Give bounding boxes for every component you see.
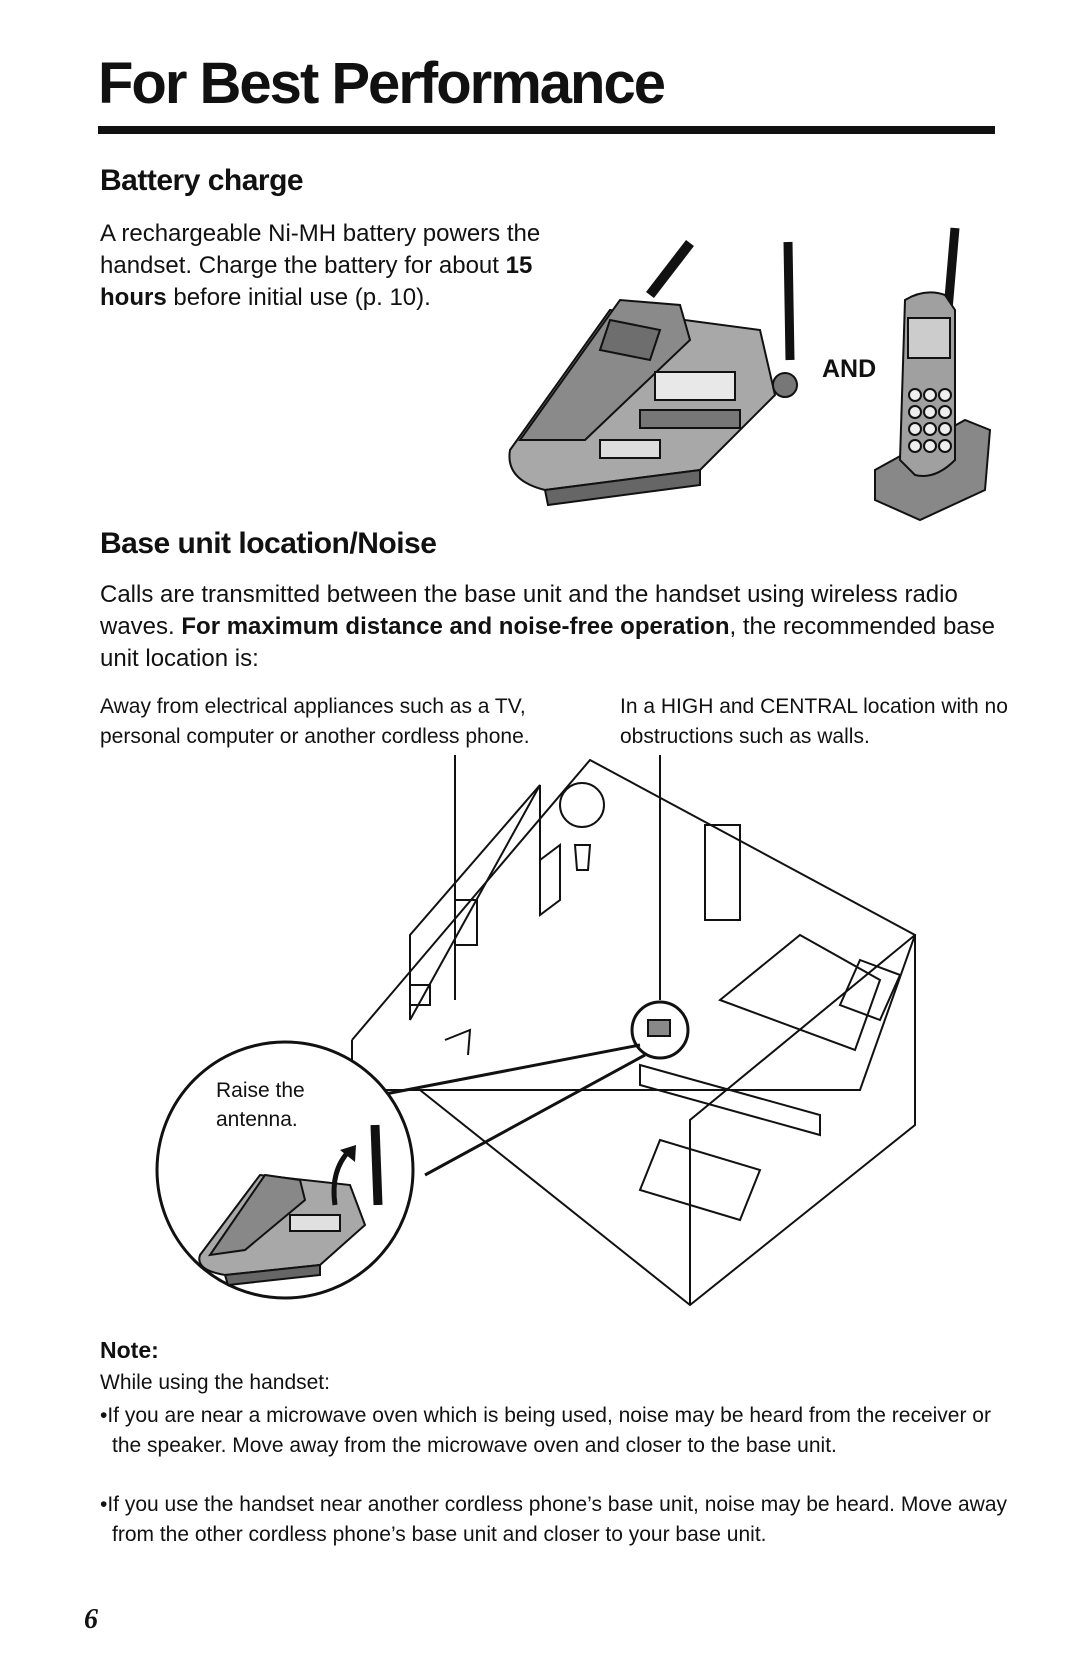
room-illustration — [352, 755, 915, 1305]
handset-illustration — [875, 228, 990, 520]
note-bullet-2: •If you use the handset near another cordless phone’s base unit, noise may be heard. Move away from the other cordless phone’s base unit and closer to your base unit. — [100, 1493, 1008, 1546]
base-unit-illustration — [509, 242, 797, 505]
page-number: 6 — [84, 1604, 98, 1635]
battery-text-2: before initial use (p. 10). — [166, 284, 431, 311]
caption-left: Away from electrical appliances such as a TV, personal computer or another cordless phone. — [100, 695, 530, 748]
base-text-2: , the recommended base unit location is: — [100, 613, 995, 672]
base-text-1: Calls are transmitted between the base unit and the handset using wireless radio waves. — [100, 581, 958, 640]
section-heading-battery: Battery charge — [100, 164, 304, 197]
section-heading-base-location: Base unit location/Noise — [100, 527, 437, 560]
note-bullet-1: •If you are near a microwave oven which is being used, noise may be heard from the receiver or the speaker. Move away from the microwave oven and closer to the base unit. — [100, 1404, 991, 1457]
and-label: AND — [822, 355, 877, 383]
raise-antenna-label: Raise the antenna. — [216, 1079, 305, 1131]
note-intro: While using the handset: — [100, 1371, 330, 1394]
caption-right: In a HIGH and CENTRAL location with no obstructions such as walls. — [620, 695, 1008, 748]
note-heading: Note: — [100, 1337, 159, 1363]
battery-text-1: A rechargeable Ni-MH battery powers the handset. Charge the battery for about — [100, 220, 541, 279]
page-title: For Best Performance — [98, 51, 664, 116]
base-text-bold: For maximum distance and noise-free operation — [181, 613, 730, 640]
battery-text-bold: 15 hours — [100, 252, 533, 311]
